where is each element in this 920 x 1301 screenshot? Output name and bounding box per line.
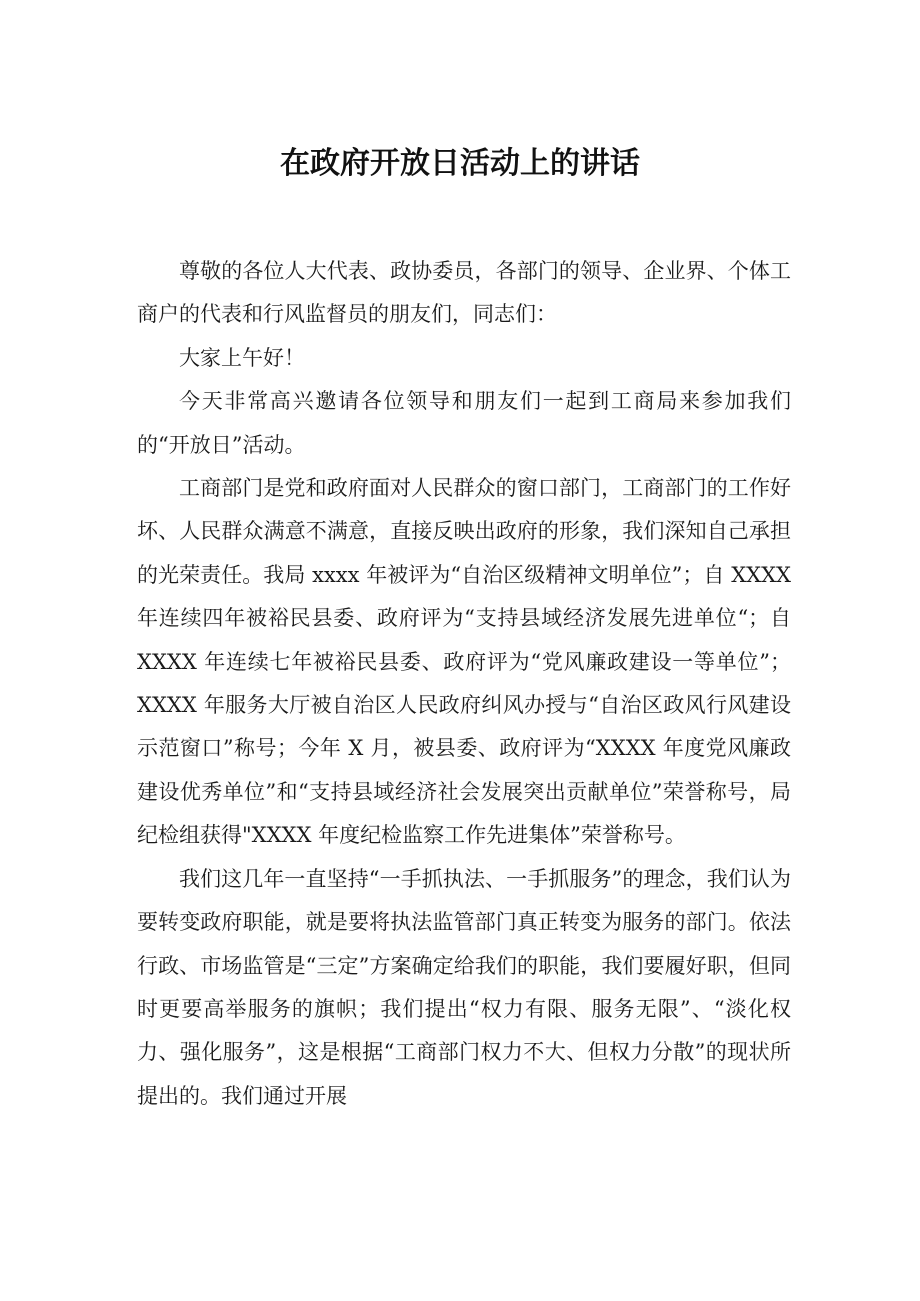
honors-paragraph: 工商部门是党和政府面对人民群众的窗口部门，工商部门的工作好坏、人民群众满意不满意，直接反映出政府的形象，我们深知自己承担的光荣责任。我局 xxxx 年被评为“自治区级精神文明单位”；自 XXXX 年连续四年被裕民县委、政府评为“支持县域经济发展先进单位“；自 XXXX 年连续七年被裕民县委、政府评为“党风廉政建设一等单位”；XXXX 年服务大厅被自治区人民政府纠风办授与“自治区政风行风建设示范窗口”称号；今年 X 月，被县委、政府评为“XXXX 年度党风廉政建设优秀单位”和“支持县域经济社会发展突出贡献单位”荣誉称号，局纪检组获得"XXXX 年度纪检监察工作先进集体”荣誉称号。 [137,476,791,848]
welcome-paragraph: 今天非常高兴邀请各位领导和朋友们一起到工商局来参加我们的“开放日”活动。 [137,389,791,457]
service-philosophy-paragraph: 我们这几年一直坚持“一手抓执法、一手抓服务”的理念，我们认为要转变政府职能，就是要将执法监管部门真正转变为服务的部门。依法行政、市场监管是“三定”方案确定给我们的职能，我们要履好职，但同时更要高举服务的旗帜；我们提出“权力有限、服务无限”、“淡化权力、强化服务”，这是根据“工商部门权力不大、但权力分散”的现状所提出的。我们通过开展 [137,866,791,1108]
greeting-paragraph: 大家上午好！ [179,345,305,370]
document-title: 在政府开放日活动上的讲话 [280,146,640,181]
salutation-paragraph: 尊敬的各位人大代表、政协委员，各部门的领导、企业界、个体工商户的代表和行风监督员的朋友们，同志们： [137,259,791,327]
speech-body [137,250,791,1118]
